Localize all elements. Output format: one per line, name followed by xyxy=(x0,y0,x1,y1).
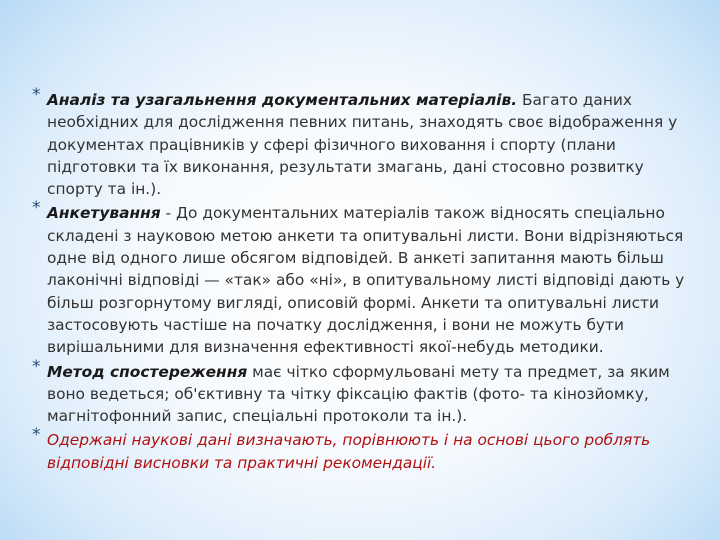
item-term: Метод спостереження xyxy=(47,362,248,381)
bullet-list xyxy=(32,85,692,476)
bullet-marker: * xyxy=(32,198,41,219)
item-description: має чітко сформульовані мету та предмет, за яким воно ведеться; об'єктивну та чітку фіксацію фактів (фото- та кінозйомку, магнітофонний запис, спеціальні протоколи та ін.). xyxy=(47,362,670,426)
item-text xyxy=(47,202,692,358)
bullet-marker: * xyxy=(32,356,41,377)
list-item xyxy=(32,356,692,428)
item-text xyxy=(47,429,692,474)
item-text xyxy=(47,361,692,428)
item-description: Багато даних необхідних для дослідження певних питань, знаходять своє відображення у документах працівників у сфері фізичного виховання і спорту (плани підготовки та їх виконання, результати змагань, дані стосовно розвитку спорту та ін.). xyxy=(47,91,678,199)
bullet-marker: * xyxy=(32,425,41,446)
list-item xyxy=(32,425,692,474)
item-term: Анкетування xyxy=(47,204,161,223)
item-term: Аналіз та узагальнення документальних матеріалів. xyxy=(47,91,518,109)
item-text xyxy=(47,89,692,200)
list-item xyxy=(32,85,692,200)
bullet-marker: * xyxy=(32,85,41,105)
list-item xyxy=(32,198,692,358)
item-description: - До документальних матеріалів також відносять спеціально складені з науковою метою анкети та опитувальні листи. Вони відрізняються одне від одного лише обсягом відповідей. В анкеті запитання мають більш лаконічні відповіді — «так» або «ні», в опитувальному листі відповіді дають у більш розгорнутому вигляді, описовій формі. Анкети та опитувальні листи застосовують частіше на початку дослідження, і вони не можуть бути вирішальними для визначення ефективності якої-небудь методики. xyxy=(47,204,685,357)
conclusion-text: Одержані наукові дані визначають, порівнюють і на основі цього роблять відповідні висновки та практичні рекомендації. xyxy=(47,431,651,472)
